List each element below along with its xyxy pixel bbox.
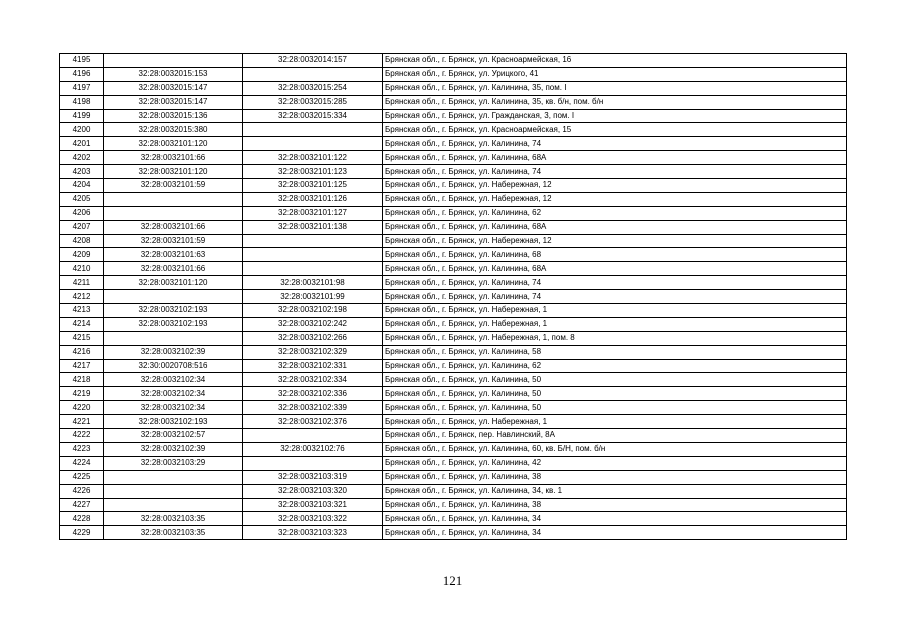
address-cell: Брянская обл., г. Брянск, ул. Калинина, 68А [383,220,847,234]
object-cadastral-number-cell: 32:28:0032103:323 [243,526,383,540]
cadastral-number-cell: 32:28:0032015:147 [104,95,243,109]
object-cadastral-number-cell: 32:28:0032101:127 [243,206,383,220]
cadastral-number-cell: 32:28:0032102:34 [104,373,243,387]
table-row [60,415,847,429]
address-cell: Брянская обл., г. Брянск, ул. Калинина, 74 [383,290,847,304]
cadastral-number-cell: 32:28:0032101:120 [104,276,243,290]
table-row [60,67,847,81]
cadastral-number-cell [104,331,243,345]
cadastral-number-cell: 32:28:0032101:59 [104,234,243,248]
address-cell: Брянская обл., г. Брянск, пер. Навлинский, 8А [383,429,847,443]
object-cadastral-number-cell [243,234,383,248]
table-row [60,165,847,179]
address-cell: Брянская обл., г. Брянск, ул. Калинина, 50 [383,401,847,415]
object-cadastral-number-cell [243,262,383,276]
object-cadastral-number-cell: 32:28:0032101:138 [243,220,383,234]
address-cell: Брянская обл., г. Брянск, ул. Гражданская, 3, пом. I [383,109,847,123]
table-row [60,220,847,234]
object-cadastral-number-cell: 32:28:0032102:76 [243,442,383,456]
object-cadastral-number-cell: 32:28:0032014:157 [243,54,383,68]
table-row [60,331,847,345]
address-cell: Брянская обл., г. Брянск, ул. Калинина, 60, кв. Б/Н, пом. б/н [383,442,847,456]
address-cell: Брянская обл., г. Брянск, ул. Калинина, 34 [383,512,847,526]
object-cadastral-number-cell [243,67,383,81]
row-number-cell: 4215 [60,331,104,345]
address-cell: Брянская обл., г. Брянск, ул. Калинина, 38 [383,470,847,484]
cadastral-number-cell [104,484,243,498]
row-number-cell: 4210 [60,262,104,276]
table-row [60,248,847,262]
address-cell: Брянская обл., г. Брянск, ул. Калинина, 50 [383,387,847,401]
registry-table-body [60,54,847,540]
row-number-cell: 4229 [60,526,104,540]
object-cadastral-number-cell: 32:28:0032103:321 [243,498,383,512]
object-cadastral-number-cell: 32:28:0032101:126 [243,192,383,206]
row-number-cell: 4217 [60,359,104,373]
row-number-cell: 4222 [60,429,104,443]
object-cadastral-number-cell [243,248,383,262]
table-row [60,137,847,151]
object-cadastral-number-cell: 32:28:0032101:123 [243,165,383,179]
row-number-cell: 4228 [60,512,104,526]
row-number-cell: 4211 [60,276,104,290]
object-cadastral-number-cell: 32:28:0032102:331 [243,359,383,373]
table-row [60,470,847,484]
object-cadastral-number-cell: 32:28:0032102:336 [243,387,383,401]
row-number-cell: 4203 [60,165,104,179]
cadastral-number-cell: 32:28:0032102:193 [104,317,243,331]
address-cell: Брянская обл., г. Брянск, ул. Калинина, 62 [383,359,847,373]
cadastral-number-cell: 32:28:0032102:193 [104,415,243,429]
table-row [60,526,847,540]
cadastral-number-cell: 32:28:0032102:34 [104,401,243,415]
row-number-cell: 4196 [60,67,104,81]
table-row [60,151,847,165]
address-cell: Брянская обл., г. Брянск, ул. Набережная, 1 [383,415,847,429]
row-number-cell: 4226 [60,484,104,498]
cadastral-number-cell [104,192,243,206]
object-cadastral-number-cell: 32:28:0032102:329 [243,345,383,359]
object-cadastral-number-cell: 32:28:0032102:198 [243,304,383,318]
row-number-cell: 4214 [60,317,104,331]
address-cell: Брянская обл., г. Брянск, ул. Калинина, 62 [383,206,847,220]
table-row [60,484,847,498]
address-cell: Брянская обл., г. Брянск, ул. Калинина, 68 [383,248,847,262]
row-number-cell: 4204 [60,179,104,193]
row-number-cell: 4219 [60,387,104,401]
object-cadastral-number-cell: 32:28:0032102:339 [243,401,383,415]
table-row [60,317,847,331]
row-number-cell: 4216 [60,345,104,359]
table-row [60,512,847,526]
address-cell: Брянская обл., г. Брянск, ул. Калинина, 35, пом. I [383,81,847,95]
object-cadastral-number-cell: 32:28:0032015:285 [243,95,383,109]
address-cell: Брянская обл., г. Брянск, ул. Калинина, 74 [383,165,847,179]
page-number: 121 [442,573,463,588]
cadastral-number-cell: 32:28:0032102:193 [104,304,243,318]
row-number-cell: 4223 [60,442,104,456]
table-row [60,234,847,248]
address-cell: Брянская обл., г. Брянск, ул. Набережная, 12 [383,192,847,206]
object-cadastral-number-cell: 32:28:0032101:125 [243,179,383,193]
cadastral-number-cell [104,54,243,68]
object-cadastral-number-cell: 32:28:0032102:266 [243,331,383,345]
table-row [60,304,847,318]
object-cadastral-number-cell [243,123,383,137]
address-cell: Брянская обл., г. Брянск, ул. Набережная, 1 [383,317,847,331]
cadastral-number-cell: 32:28:0032102:39 [104,345,243,359]
cadastral-number-cell: 32:28:0032101:120 [104,137,243,151]
row-number-cell: 4221 [60,415,104,429]
cadastral-number-cell: 32:28:0032102:39 [104,442,243,456]
table-row [60,290,847,304]
row-number-cell: 4218 [60,373,104,387]
table-row [60,442,847,456]
cadastral-number-cell: 32:28:0032103:35 [104,526,243,540]
table-row [60,345,847,359]
cadastral-number-cell: 32:28:0032101:63 [104,248,243,262]
row-number-cell: 4201 [60,137,104,151]
cadastral-number-cell: 32:28:0032015:136 [104,109,243,123]
address-cell: Брянская обл., г. Брянск, ул. Калинина, 74 [383,276,847,290]
address-cell: Брянская обл., г. Брянск, ул. Набережная, 12 [383,234,847,248]
address-cell: Брянская обл., г. Брянск, ул. Урицкого, 41 [383,67,847,81]
registry-table [59,53,847,540]
address-cell: Брянская обл., г. Брянск, ул. Калинина, 58 [383,345,847,359]
cadastral-number-cell [104,498,243,512]
object-cadastral-number-cell [243,137,383,151]
cadastral-number-cell [104,290,243,304]
object-cadastral-number-cell: 32:28:0032103:322 [243,512,383,526]
object-cadastral-number-cell [243,456,383,470]
cadastral-number-cell: 32:28:0032101:59 [104,179,243,193]
table-row [60,109,847,123]
row-number-cell: 4197 [60,81,104,95]
table-row [60,95,847,109]
row-number-cell: 4208 [60,234,104,248]
cadastral-number-cell: 32:28:0032101:66 [104,262,243,276]
row-number-cell: 4206 [60,206,104,220]
row-number-cell: 4195 [60,54,104,68]
row-number-cell: 4202 [60,151,104,165]
cadastral-number-cell: 32:28:0032103:29 [104,456,243,470]
cadastral-number-cell [104,470,243,484]
row-number-cell: 4220 [60,401,104,415]
object-cadastral-number-cell: 32:28:0032102:242 [243,317,383,331]
row-number-cell: 4209 [60,248,104,262]
cadastral-number-cell: 32:28:0032101:120 [104,165,243,179]
cadastral-number-cell: 32:28:0032015:380 [104,123,243,137]
cadastral-number-cell: 32:28:0032015:153 [104,67,243,81]
table-row [60,401,847,415]
row-number-cell: 4224 [60,456,104,470]
row-number-cell: 4200 [60,123,104,137]
address-cell: Брянская обл., г. Брянск, ул. Калинина, 68А [383,262,847,276]
table-row [60,179,847,193]
address-cell: Брянская обл., г. Брянск, ул. Калинина, 68А [383,151,847,165]
object-cadastral-number-cell: 32:28:0032101:98 [243,276,383,290]
address-cell: Брянская обл., г. Брянск, ул. Набережная, 12 [383,179,847,193]
row-number-cell: 4199 [60,109,104,123]
table-row [60,262,847,276]
cadastral-number-cell: 32:28:0032015:147 [104,81,243,95]
address-cell: Брянская обл., г. Брянск, ул. Калинина, 34 [383,526,847,540]
object-cadastral-number-cell: 32:28:0032102:334 [243,373,383,387]
cadastral-number-cell: 32:28:0032101:66 [104,151,243,165]
address-cell: Брянская обл., г. Брянск, ул. Набережная, 1, пом. 8 [383,331,847,345]
table-row [60,373,847,387]
table-row [60,456,847,470]
table-row [60,429,847,443]
object-cadastral-number-cell: 32:28:0032015:254 [243,81,383,95]
row-number-cell: 4205 [60,192,104,206]
row-number-cell: 4212 [60,290,104,304]
row-number-cell: 4227 [60,498,104,512]
address-cell: Брянская обл., г. Брянск, ул. Калинина, 35, кв. б/н, пом. б/н [383,95,847,109]
address-cell: Брянская обл., г. Брянск, ул. Красноармейская, 16 [383,54,847,68]
address-cell: Брянская обл., г. Брянск, ул. Калинина, 50 [383,373,847,387]
cadastral-number-cell: 32:30:0020708:516 [104,359,243,373]
object-cadastral-number-cell: 32:28:0032103:320 [243,484,383,498]
object-cadastral-number-cell: 32:28:0032102:376 [243,415,383,429]
cadastral-number-cell: 32:28:0032102:57 [104,429,243,443]
address-cell: Брянская обл., г. Брянск, ул. Красноармейская, 15 [383,123,847,137]
cadastral-number-cell: 32:28:0032103:35 [104,512,243,526]
table-row [60,387,847,401]
table-row [60,54,847,68]
address-cell: Брянская обл., г. Брянск, ул. Набережная, 1 [383,304,847,318]
row-number-cell: 4213 [60,304,104,318]
row-number-cell: 4207 [60,220,104,234]
object-cadastral-number-cell [243,429,383,443]
object-cadastral-number-cell: 32:28:0032101:99 [243,290,383,304]
row-number-cell: 4198 [60,95,104,109]
row-number-cell: 4225 [60,470,104,484]
table-row [60,206,847,220]
address-cell: Брянская обл., г. Брянск, ул. Калинина, 42 [383,456,847,470]
object-cadastral-number-cell: 32:28:0032103:319 [243,470,383,484]
address-cell: Брянская обл., г. Брянск, ул. Калинина, 34, кв. 1 [383,484,847,498]
table-row [60,276,847,290]
cadastral-number-cell [104,206,243,220]
table-row [60,359,847,373]
address-cell: Брянская обл., г. Брянск, ул. Калинина, 74 [383,137,847,151]
table-row [60,192,847,206]
cadastral-number-cell: 32:28:0032102:34 [104,387,243,401]
object-cadastral-number-cell: 32:28:0032015:334 [243,109,383,123]
table-row [60,81,847,95]
table-row [60,498,847,512]
cadastral-number-cell: 32:28:0032101:66 [104,220,243,234]
object-cadastral-number-cell: 32:28:0032101:122 [243,151,383,165]
address-cell: Брянская обл., г. Брянск, ул. Калинина, 38 [383,498,847,512]
table-row [60,123,847,137]
